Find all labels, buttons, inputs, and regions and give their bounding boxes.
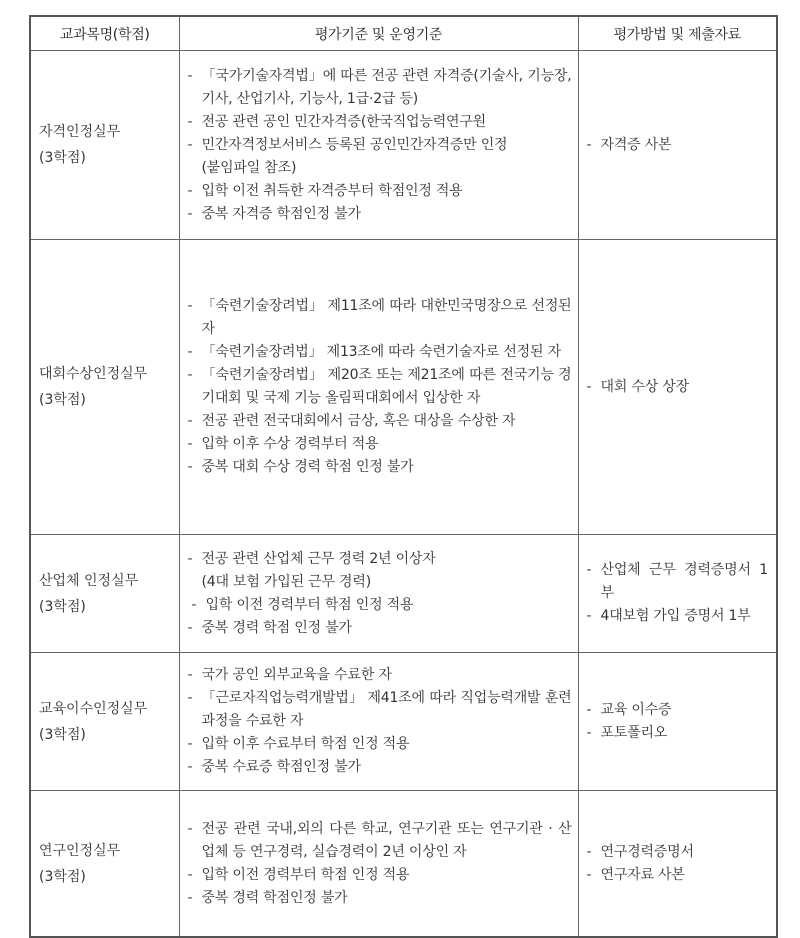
criteria-cell [179, 535, 578, 653]
course-name: 산업체 인정실무 [39, 572, 139, 589]
course-credit: (3학점) [39, 726, 86, 743]
course-credit: (3학점) [39, 868, 86, 885]
header-course: 교과목명(학점) [30, 16, 179, 51]
criteria-cell [179, 791, 578, 938]
method-item: - 대회 수상 상장 [587, 376, 769, 399]
criteria-item: - 입학 이후 수상 경력부터 적용 [188, 433, 572, 456]
criteria-item: - 「근로자직업능력개발법」 제41조에 따라 직업능력개발 훈련과정을 수료한 자 [188, 687, 572, 733]
criteria-item: (붙임파일 참조) [201, 159, 297, 176]
method-list [587, 559, 769, 628]
method-list [587, 699, 769, 745]
course-name: 자격인정실무 [39, 124, 121, 140]
criteria-item: - 전공 관련 공인 민간자격증(한국직업능력연구원 [188, 111, 572, 134]
table-row [30, 791, 777, 938]
method-item: - 4대보험 가입 증명서 1부 [587, 605, 769, 628]
course-name: 연구인정실무 [39, 842, 121, 859]
criteria-item: - 중복 자격증 학점인정 불가 [188, 203, 572, 226]
criteria-item: - 국가 공인 외부교육을 수료한 자 [188, 664, 572, 687]
criteria-item: - 전공 관련 국내,외의 다른 학교, 연구기관 또는 연구기관 · 산업체 등 연구경력, 실습경력이 2년 이상인 자 [188, 818, 572, 864]
criteria-item: - 입학 이후 수료부터 학점 인정 적용 [188, 733, 572, 756]
method-list [587, 841, 769, 887]
course-cell [30, 791, 179, 938]
course-cell [30, 51, 179, 240]
criteria-item: - 전공 관련 전국대회에서 금상, 혹은 대상을 수상한 자 [188, 410, 572, 433]
criteria-item: - 「숙련기술장려법」 제13조에 따라 숙련기술자로 선정된 자 [188, 341, 572, 364]
criteria-item: - 중복 대회 수상 경력 학점 인정 불가 [188, 456, 572, 479]
course-credit: (3학점) [39, 598, 86, 615]
criteria-list [188, 818, 572, 910]
criteria-item: - 중복 수료증 학점인정 불가 [188, 756, 572, 779]
criteria-item: - 중복 경력 학점인정 불가 [188, 887, 572, 910]
table-row [30, 535, 777, 653]
criteria-item: - 입학 이전 경력부터 학점 인정 적용 [188, 864, 572, 887]
criteria-cell [179, 240, 578, 535]
criteria-cell [179, 51, 578, 240]
course-credit: (3학점) [39, 150, 86, 166]
method-list [587, 376, 769, 399]
course-cell [30, 535, 179, 653]
table-row [30, 51, 777, 240]
course-credit: (3학점) [39, 392, 86, 408]
criteria-list [188, 664, 572, 779]
course-name: 교육이수인정실무 [39, 700, 148, 717]
method-list [587, 134, 769, 157]
method-cell [578, 791, 777, 938]
criteria-list [188, 295, 572, 479]
method-cell [578, 653, 777, 791]
criteria-item: - 전공 관련 산업체 근무 경력 2년 이상자 [188, 548, 572, 571]
method-item: - 연구자료 사본 [587, 864, 769, 887]
criteria-cell [179, 653, 578, 791]
header-method: 평가방법 및 제출자료 [578, 16, 777, 51]
method-item: - 연구경력증명서 [587, 841, 769, 864]
criteria-item: - 민간자격정보서비스 등록된 공인민간자격증만 인정 [188, 134, 572, 157]
criteria-item: (4대 보험 가입된 근무 경력) [201, 573, 371, 590]
method-item: - 교육 이수증 [587, 699, 769, 722]
table-row [30, 240, 777, 535]
criteria-item: - 「국가기술자격법」에 따른 전공 관련 자격증(기술사, 기능장, 기사, 산업기사, 기능사, 1급·2급 등) [188, 65, 572, 111]
criteria-item: - 중복 경력 학점 인정 불가 [188, 617, 572, 640]
criteria-item: - 입학 이전 취득한 자격증부터 학점인정 적용 [188, 180, 572, 203]
course-name: 대회수상인정실무 [39, 366, 148, 382]
method-item: - 산업체 근무 경력증명서 1부 [587, 559, 769, 605]
method-cell [578, 240, 777, 535]
criteria-item: - 입학 이전 경력부터 학점 인정 적용 [188, 594, 572, 617]
header-criteria: 평가기준 및 운영기준 [179, 16, 578, 51]
method-cell [578, 51, 777, 240]
course-cell [30, 240, 179, 535]
criteria-list [188, 548, 572, 640]
credit-recognition-table [29, 15, 778, 938]
criteria-list [188, 65, 572, 226]
table-row [30, 653, 777, 791]
method-item: - 자격증 사본 [587, 134, 769, 157]
criteria-item: - 「숙련기술장려법」 제11조에 따라 대한민국명장으로 선정된 자 [188, 295, 572, 341]
course-cell [30, 653, 179, 791]
method-cell [578, 535, 777, 653]
criteria-item: - 「숙련기술장려법」 제20조 또는 제21조에 따른 전국기능 경기대회 및 국제 기능 올림픽대회에서 입상한 자 [188, 364, 572, 410]
method-item: - 포토폴리오 [587, 722, 769, 745]
table-header-row [30, 16, 777, 51]
